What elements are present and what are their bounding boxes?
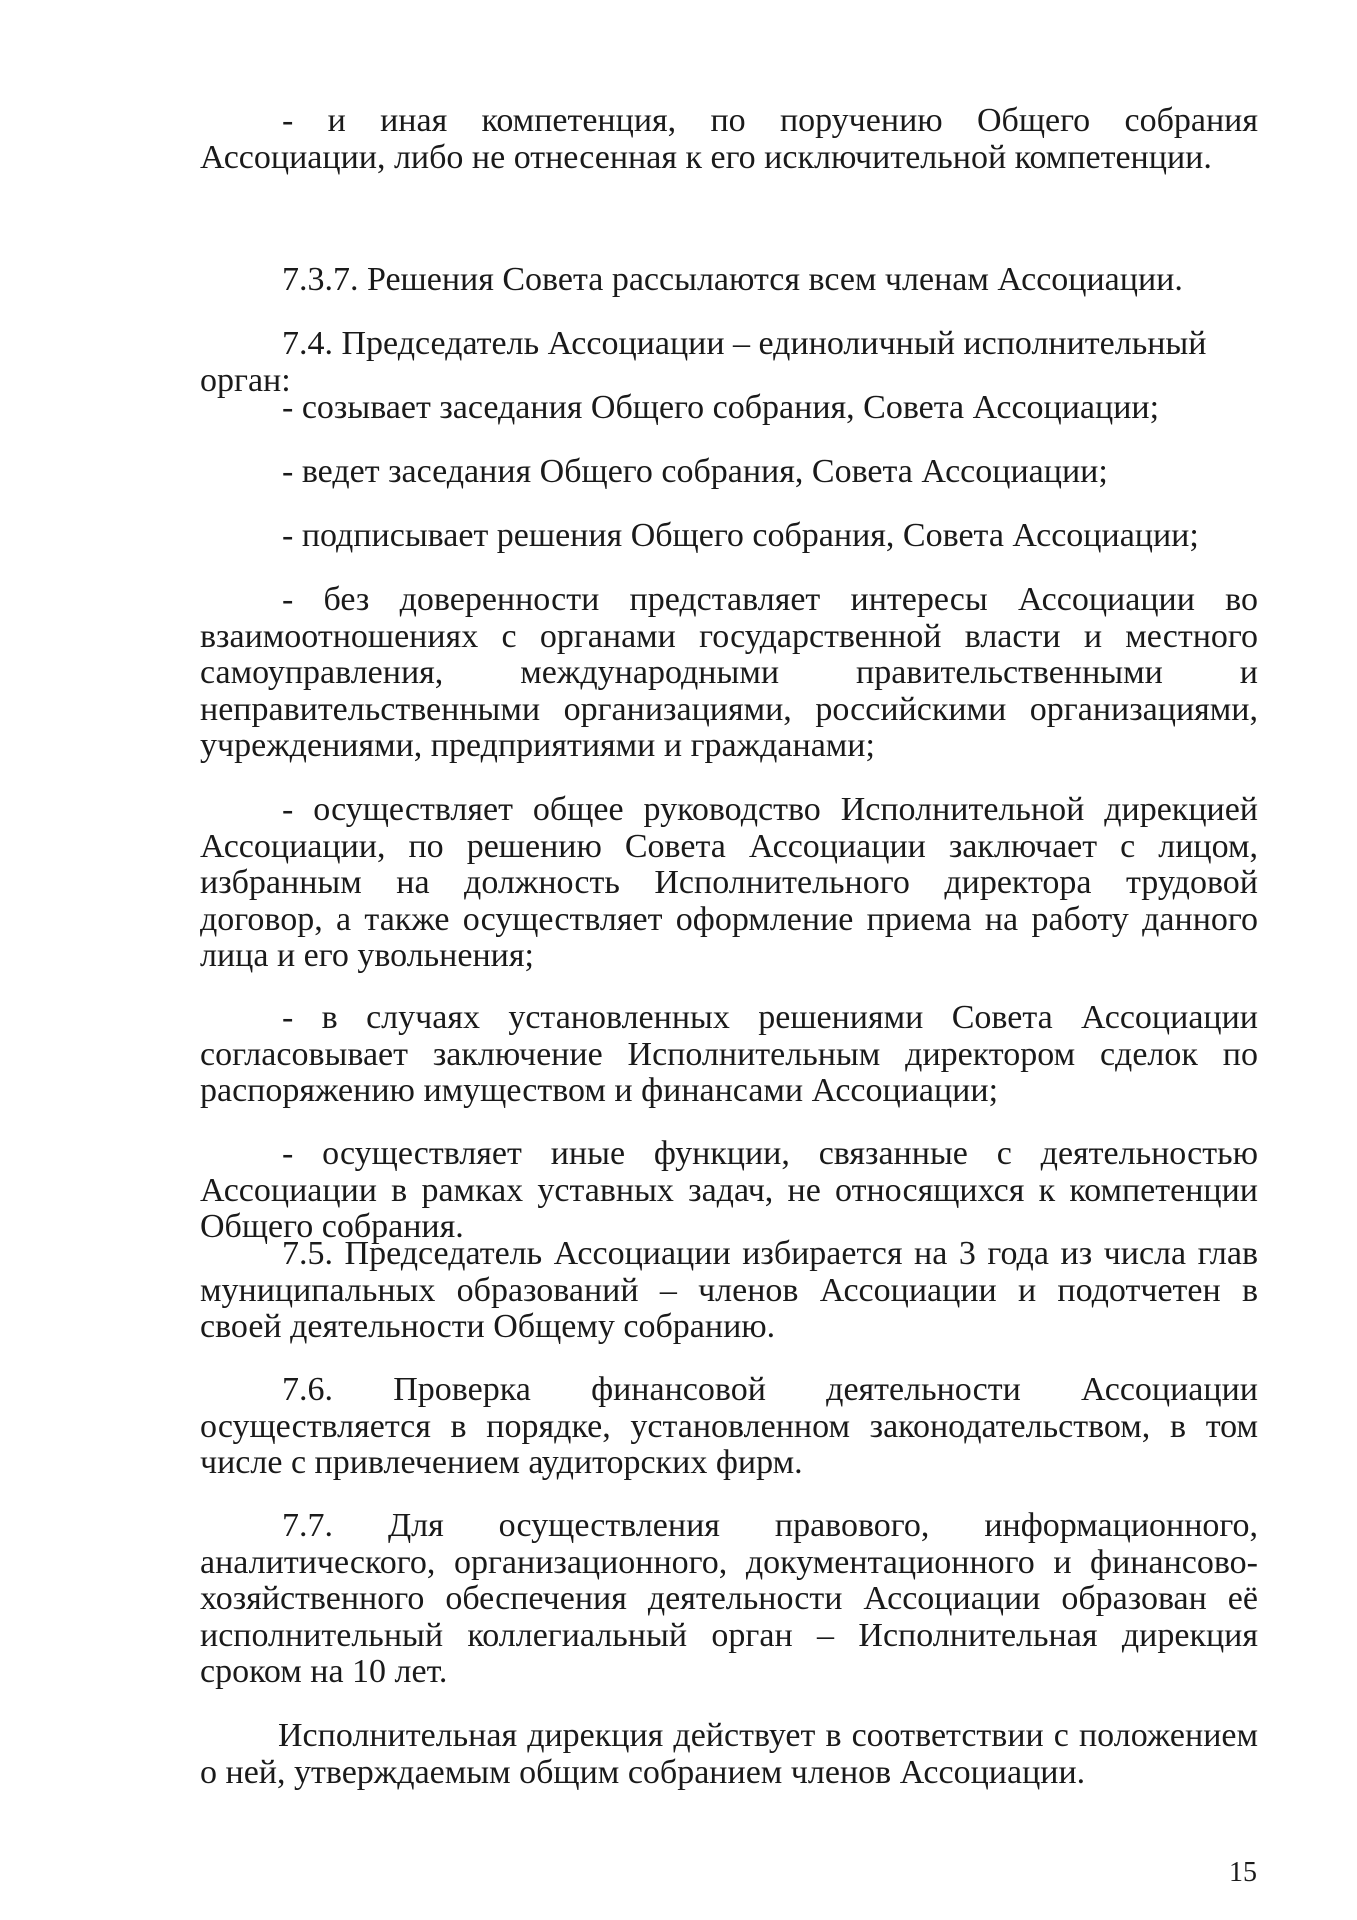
paragraph-executive-directorate: Исполнительная дирекция действует в соответствии с положением о ней, утверждаемым общим собранием членов Ассоциации. bbox=[200, 1717, 1258, 1791]
paragraph-7-3-7: 7.3.7. Решения Совета рассылаются всем членам Ассоциации. bbox=[282, 261, 1183, 298]
list-item-convenes: - созывает заседания Общего собрания, Совета Ассоциации; bbox=[282, 389, 1160, 426]
list-item-represents: - без доверенности представляет интересы Ассоциации во взаимоотношениях с органами государственной власти и местного самоуправления, международными правительственными и неправительственными организациями, российскими организациями, учреждениями, предприятиями и гражданами; bbox=[200, 581, 1258, 764]
paragraph-other-competence: - и иная компетенция, по поручению Общего собрания Ассоциации, либо не отнесенная к его исключительной компетенции. bbox=[200, 102, 1258, 176]
paragraph-7-4: 7.4. Председатель Ассоциации – единоличный исполнительный орган: bbox=[200, 325, 1207, 399]
list-item-general-management: - осуществляет общее руководство Исполнительной дирекцией Ассоциации, по решению Совета Ассоциации заключает с лицом, избранным на должность Исполнительного директора трудовой договор, а также осуществляет оформление приема на работу данного лица и его увольнения; bbox=[200, 791, 1258, 974]
list-item-other-functions: - осуществляет иные функции, связанные с деятельностью Ассоциации в рамках уставных задач, не относящихся к компетенции Общего собрания. bbox=[200, 1135, 1258, 1245]
paragraph-7-5: 7.5. Председатель Ассоциации избирается на 3 года из числа глав муниципальных образований – членов Ассоциации и подотчетен в своей деятельности Общему собранию. bbox=[200, 1235, 1258, 1345]
page-number: 15 bbox=[1229, 1857, 1257, 1888]
paragraph-7-7: 7.7. Для осуществления правового, информационного, аналитического, организационного, документационного и финансово-хозяйственного обеспечения деятельности Ассоциации образован её исполнительный коллегиальный орган – Исполнительная дирекция сроком на 10 лет. bbox=[200, 1507, 1258, 1690]
paragraph-7-6: 7.6. Проверка финансовой деятельности Ассоциации осуществляется в порядке, установленном законодательством, в том числе с привлечением аудиторских фирм. bbox=[200, 1371, 1258, 1481]
list-item-approves-transactions: - в случаях установленных решениями Совета Ассоциации согласовывает заключение Исполнительным директором сделок по распоряжению имуществом и финансами Ассоциации; bbox=[200, 999, 1258, 1109]
list-item-chairs: - ведет заседания Общего собрания, Совета Ассоциации; bbox=[282, 453, 1108, 490]
list-item-signs: - подписывает решения Общего собрания, Совета Ассоциации; bbox=[282, 517, 1199, 554]
